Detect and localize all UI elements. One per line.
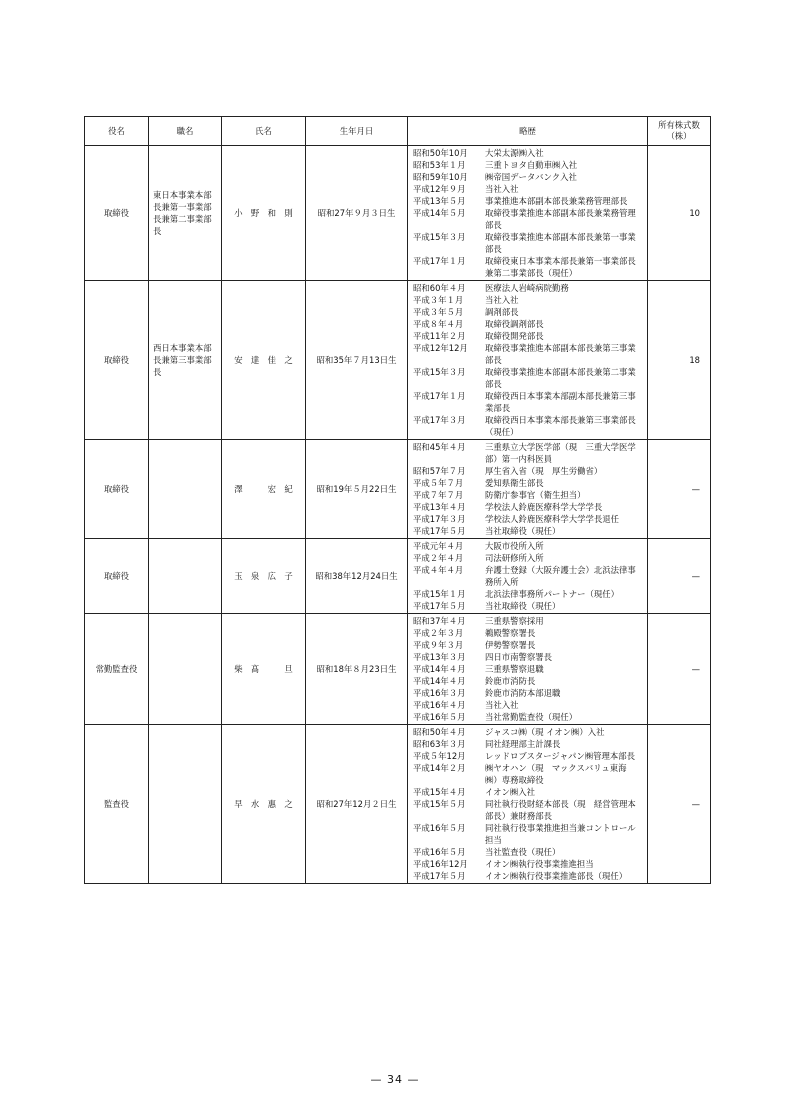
career-date: 平成14年５月 — [413, 208, 466, 218]
career-text: 取締役西日本事業本部長兼第三事業部長（現任） — [485, 415, 636, 437]
career-text: 取締役西日本事業本部副本部長兼第三事業部長 — [485, 391, 636, 413]
career-text: 取締役開発部長 — [485, 331, 544, 341]
shares-cell: — — [648, 539, 711, 614]
name-cell: 早 水 惠 之 — [222, 725, 306, 884]
header-row — [85, 117, 711, 146]
career-text: 大栄太源㈱入社 — [485, 148, 544, 158]
career-date: 平成４年４月 — [413, 565, 464, 575]
career-date: 平成17年１月 — [413, 256, 466, 266]
table-row — [85, 539, 711, 614]
career-text: 鈴鹿市消防長 — [485, 676, 536, 686]
header-shares-label: 所有株式数 （株） — [658, 120, 700, 141]
career-text: 鵜殿警察署長 — [485, 628, 536, 638]
career-date: 平成12年９月 — [413, 184, 466, 194]
header-name: 氏名 — [222, 117, 306, 146]
career-text: 当社入社 — [485, 184, 519, 194]
table-row — [85, 281, 711, 440]
header-career: 略歴 — [408, 117, 648, 146]
career-date: 平成17年３月 — [413, 415, 466, 425]
career-date: 平成15年５月 — [413, 799, 466, 809]
career-text: 四日市南警察署長 — [485, 652, 552, 662]
career-text: 当社取締役（現任） — [485, 526, 561, 536]
career-date: 平成14年２月 — [413, 763, 466, 773]
birth-date-cell: 昭和35年７月13日生 — [306, 281, 408, 440]
career-date: 昭和63年３月 — [413, 739, 466, 749]
career-text: 当社監査役（現任） — [485, 847, 561, 857]
career-cell — [408, 539, 648, 614]
career-text: 大阪市役所入所 — [485, 541, 544, 551]
career-date: 平成２年３月 — [413, 628, 464, 638]
name-cell: 小 野 和 則 — [222, 146, 306, 281]
career-date: 平成17年５月 — [413, 871, 466, 881]
career-date: 平成３年５月 — [413, 307, 464, 317]
career-text: イオン㈱執行役事業推進担当 — [485, 859, 594, 869]
birth-date-cell: 昭和19年５月22日生 — [306, 440, 408, 539]
career-text: 取締役調剤部長 — [485, 319, 544, 329]
career-text: 弁護士登録（大阪弁護士会）北浜法律事務所入所 — [485, 565, 636, 587]
career-date: 平成17年１月 — [413, 391, 466, 401]
career-date: 平成16年５月 — [413, 823, 466, 833]
career-date: 平成14年４月 — [413, 664, 466, 674]
table-row — [85, 146, 711, 281]
career-list — [408, 725, 647, 883]
career-text: 取締役事業推進本部副本部長兼第二事業部長 — [485, 367, 636, 389]
career-text: 伊勢警察署長 — [485, 640, 536, 650]
career-text: 当社取締役（現任） — [485, 601, 561, 611]
role-cell: 取締役 — [85, 539, 149, 614]
career-date: 平成７年７月 — [413, 490, 464, 500]
career-text: 愛知県衛生部長 — [485, 478, 544, 488]
career-text: ㈱ヤオハン（現 マックスバリュ東海㈱）専務取締役 — [485, 763, 627, 785]
table-row — [85, 614, 711, 725]
name-cell: 玉 泉 広 子 — [222, 539, 306, 614]
title-cell — [149, 725, 222, 884]
birth-date-cell: 昭和18年８月23日生 — [306, 614, 408, 725]
career-date: 平成11年２月 — [413, 331, 466, 341]
shares-cell: 10 — [648, 146, 711, 281]
career-date: 平成３年１月 — [413, 295, 464, 305]
career-date: 平成元年４月 — [413, 541, 464, 551]
career-cell — [408, 614, 648, 725]
career-date: 平成17年５月 — [413, 601, 466, 611]
career-list — [408, 440, 647, 538]
career-cell — [408, 146, 648, 281]
shares-cell: 18 — [648, 281, 711, 440]
header-shares — [648, 117, 711, 146]
role-cell: 監査役 — [85, 725, 149, 884]
role-cell: 常勤監査役 — [85, 614, 149, 725]
career-date: 平成17年３月 — [413, 514, 466, 524]
career-date: 平成16年12月 — [413, 859, 468, 869]
career-date: 昭和37年４月 — [413, 616, 466, 626]
career-list — [408, 146, 647, 280]
career-text: イオン㈱入社 — [485, 787, 535, 797]
career-text: 鈴鹿市消防本部退職 — [485, 688, 561, 698]
career-date: 平成16年５月 — [413, 847, 466, 857]
career-date: 昭和53年１月 — [413, 160, 466, 170]
career-text: 取締役東日本事業本部長兼第一事業部長兼第二事業部長（現任） — [485, 256, 636, 278]
career-date: 平成８年４月 — [413, 319, 464, 329]
career-date: 昭和50年４月 — [413, 727, 466, 737]
title-cell — [149, 440, 222, 539]
name-cell: 安 達 佳 之 — [222, 281, 306, 440]
table-row — [85, 725, 711, 884]
career-date: 平成13年４月 — [413, 502, 466, 512]
career-text: 三重県警察採用 — [485, 616, 544, 626]
career-text: 厚生省入省（現 厚生労働省） — [485, 466, 603, 476]
career-date: 平成14年４月 — [413, 676, 466, 686]
career-date: 平成15年４月 — [413, 787, 466, 797]
career-date: 平成17年５月 — [413, 526, 466, 536]
title-cell: 東日本事業本部長兼第一事業部長兼第二事業部長 — [149, 146, 222, 281]
career-text: 当社入社 — [485, 295, 519, 305]
career-date: 平成12年12月 — [413, 343, 468, 353]
career-text: 事業推進本部副本部長兼業務管理部長 — [485, 196, 628, 206]
career-cell — [408, 440, 648, 539]
career-text: 医療法人岩崎病院勤務 — [485, 283, 569, 293]
table-row — [85, 440, 711, 539]
career-date: 平成16年４月 — [413, 700, 466, 710]
career-text: 当社常勤監査役（現任） — [485, 712, 578, 722]
career-cell — [408, 281, 648, 440]
role-cell: 取締役 — [85, 146, 149, 281]
career-date: 平成５年12月 — [413, 751, 466, 761]
career-text: 北浜法律事務所パートナー（現任） — [485, 589, 619, 599]
career-text: レッドロブスタージャパン㈱管理本部長 — [485, 751, 635, 761]
career-text: 三重トヨタ自動車㈱入社 — [485, 160, 578, 170]
title-cell — [149, 614, 222, 725]
career-text: 三重県立大学医学部（現 三重大学医学部）第一内科医員 — [485, 442, 636, 464]
table-body — [85, 146, 711, 884]
career-text: 調剤部長 — [485, 307, 519, 317]
career-text: 同社執行役財経本部長（現 経営管理本部長）兼財務部長 — [485, 799, 636, 821]
header-birth: 生年月日 — [306, 117, 408, 146]
name-cell: 澤 宏 紀 — [222, 440, 306, 539]
career-date: 平成５年７月 — [413, 478, 464, 488]
name-cell: 柴 髙 旦 — [222, 614, 306, 725]
career-date: 昭和57年７月 — [413, 466, 466, 476]
shares-cell: — — [648, 725, 711, 884]
career-date: 平成９年３月 — [413, 640, 464, 650]
career-list — [408, 539, 647, 613]
career-cell — [408, 725, 648, 884]
header-role: 役名 — [85, 117, 149, 146]
career-date: 昭和45年４月 — [413, 442, 466, 452]
title-cell — [149, 539, 222, 614]
career-text: 同社経理部主計課長 — [485, 739, 561, 749]
career-date: 平成13年５月 — [413, 196, 466, 206]
career-text: ジャスコ㈱（現 イオン㈱）入社 — [485, 727, 605, 737]
title-cell: 西日本事業本部長兼第三事業部長 — [149, 281, 222, 440]
officers-table — [84, 116, 711, 884]
header-title: 職名 — [149, 117, 222, 146]
shares-cell: — — [648, 614, 711, 725]
career-text: 学校法人鈴鹿医療科学大学学長退任 — [485, 514, 619, 524]
page-number: — 34 — — [370, 1073, 420, 1086]
career-date: 昭和59年10月 — [413, 172, 468, 182]
career-list — [408, 281, 647, 439]
career-list — [408, 614, 647, 724]
career-text: 司法研修所入所 — [485, 553, 544, 563]
career-date: 平成15年１月 — [413, 589, 466, 599]
career-text: 防衛庁参事官（衛生担当） — [485, 490, 586, 500]
career-text: 取締役事業推進本部副本部長兼第一事業部長 — [485, 232, 636, 254]
role-cell: 取締役 — [85, 440, 149, 539]
birth-date-cell: 昭和27年12月２日生 — [306, 725, 408, 884]
career-date: 昭和60年４月 — [413, 283, 466, 293]
career-text: 同社執行役事業推進担当兼コントロール担当 — [485, 823, 636, 845]
career-text: 取締役事業推進本部副本部長兼第三事業部長 — [485, 343, 636, 365]
career-date: 平成15年３月 — [413, 367, 466, 377]
career-date: 平成15年３月 — [413, 232, 466, 242]
shares-cell: — — [648, 440, 711, 539]
career-date: 平成13年３月 — [413, 652, 466, 662]
career-date: 平成16年３月 — [413, 688, 466, 698]
career-date: 平成16年５月 — [413, 712, 466, 722]
career-date: 昭和50年10月 — [413, 148, 468, 158]
birth-date-cell: 昭和38年12月24日生 — [306, 539, 408, 614]
birth-date-cell: 昭和27年９月３日生 — [306, 146, 408, 281]
career-date: 平成２年４月 — [413, 553, 464, 563]
career-text: 三重県警察退職 — [485, 664, 544, 674]
career-text: ㈱帝国データバンク入社 — [485, 172, 577, 182]
career-text: 当社入社 — [485, 700, 519, 710]
career-text: 取締役事業推進本部副本部長兼業務管理部長 — [485, 208, 636, 230]
role-cell: 取締役 — [85, 281, 149, 440]
career-text: 学校法人鈴鹿医療科学大学学長 — [485, 502, 603, 512]
career-text: イオン㈱執行役事業推進部長（現任） — [485, 871, 628, 881]
